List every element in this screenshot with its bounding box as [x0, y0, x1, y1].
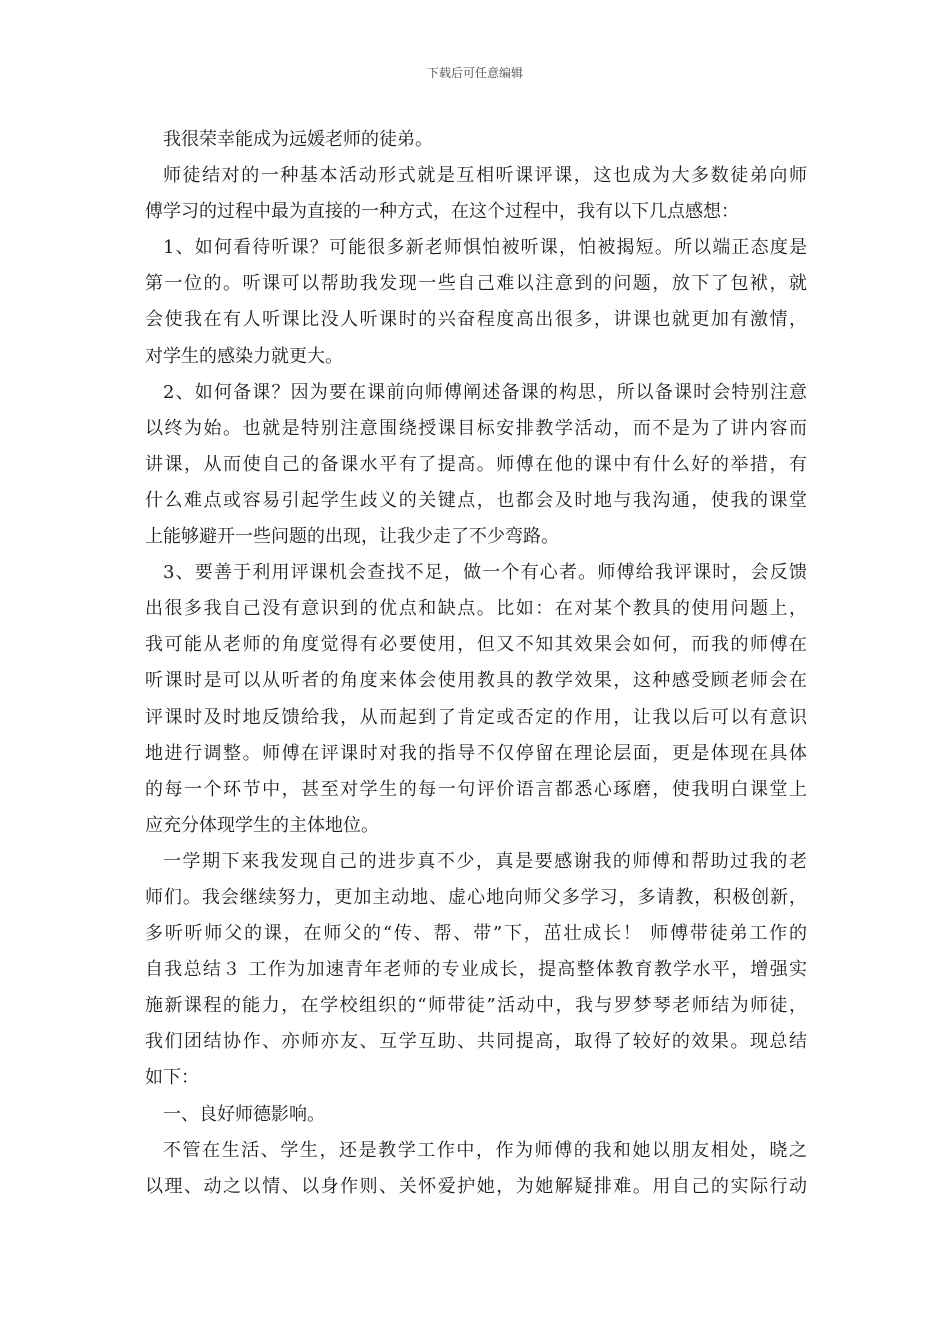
text-line: 会使我在有人听课比没人听课时的兴奋程度高出很多，讲课也就更加有激情， [145, 309, 807, 331]
text-line: 一学期下来我发现自己的进步真不少，真是要感谢我的师傅和帮助过我的老 [163, 850, 807, 872]
page-header: 下载后可任意编辑 [426, 66, 523, 80]
text-line: 我们团结协作、亦师亦友、互学互助、共同提高，取得了较好的效果。现总结 [145, 1031, 807, 1053]
text-line: 评课时及时地反馈给我，从而起到了肯定或否定的作用，让我以后可以有意识 [145, 706, 807, 728]
text-line: 出很多我自己没有意识到的优点和缺点。比如：在对某个教具的使用问题上， [145, 598, 807, 620]
text-line: 我可能从老师的角度觉得有必要使用，但又不知其效果会如何，而我的师傅在 [145, 634, 807, 656]
text-line: 师们。我会继续努力，更加主动地、虚心地向师父多学习，多请教，积极创新， [145, 886, 807, 908]
text-line: 1、如何看待听课？可能很多新老师惧怕被听课，怕被揭短。所以端正态度是 [163, 237, 807, 259]
text-line: 傅学习的过程中最为直接的一种方式，在这个过程中，我有以下几点感想： [145, 201, 739, 223]
text-line: 以终为始。也就是特别注意围绕授课目标安排教学活动，而不是为了讲内容而 [145, 417, 807, 439]
text-line: 多听听师父的课，在师父的“传、帮、带”下，茁壮成长！ 师傅带徒弟工作的 [145, 923, 807, 945]
text-line: 以理、动之以情、以身作则、关怀爱护她，为她解疑排难。用自己的实际行动 [145, 1175, 807, 1197]
text-line: 听课时是可以从听者的角度来体会使用教具的教学效果，这种感受顾老师会在 [145, 670, 807, 692]
text-line: 不管在生活、学生，还是教学工作中，作为师傅的我和她以朋友相处，晓之 [163, 1139, 807, 1161]
text-line: 2、如何备课？因为要在课前向师傅阐述备课的构思，所以备课时会特别注意 [163, 381, 807, 403]
document-body [145, 122, 807, 1205]
text-line: 我很荣幸能成为远媛老师的徒弟。 [163, 129, 433, 150]
text-line: 什么难点或容易引起学生歧义的关键点，也都会及时地与我沟通，使我的课堂 [145, 489, 807, 511]
text-line: 自我总结３ 工作为加速青年老师的专业成长，提高整体教育教学水平，增强实 [145, 959, 807, 981]
text-line: 对学生的感染力就更大。 [145, 345, 343, 367]
text-line: 应充分体现学生的主体地位。 [145, 814, 379, 836]
text-line: 地进行调整。师傅在评课时对我的指导不仅停留在理论层面，更是体现在具体 [145, 742, 807, 764]
text-line: 施新课程的能力，在学校组织的“师带徒”活动中，我与罗梦琴老师结为师徒， [145, 995, 807, 1017]
text-line: 如下： [145, 1067, 199, 1089]
text-line: 一、良好师德影响。 [163, 1103, 325, 1125]
text-line: 第一位的。听课可以帮助我发现一些自己难以注意到的问题，放下了包袱，就 [145, 273, 807, 295]
text-line: 师徒结对的一种基本活动形式就是互相听课评课，这也成为大多数徒弟向师 [163, 165, 807, 187]
text-line: 上能够避开一些问题的出现，让我少走了不少弯路。 [145, 526, 559, 548]
text-line: 的每一个环节中，甚至对学生的每一句评价语言都悉心琢磨，使我明白课堂上 [145, 778, 807, 800]
text-line: 3、要善于利用评课机会查找不足，做一个有心者。师傅给我评课时，会反馈 [163, 562, 807, 584]
text-line: 讲课，从而使自己的备课水平有了提高。师傅在他的课中有什么好的举措，有 [145, 453, 807, 475]
